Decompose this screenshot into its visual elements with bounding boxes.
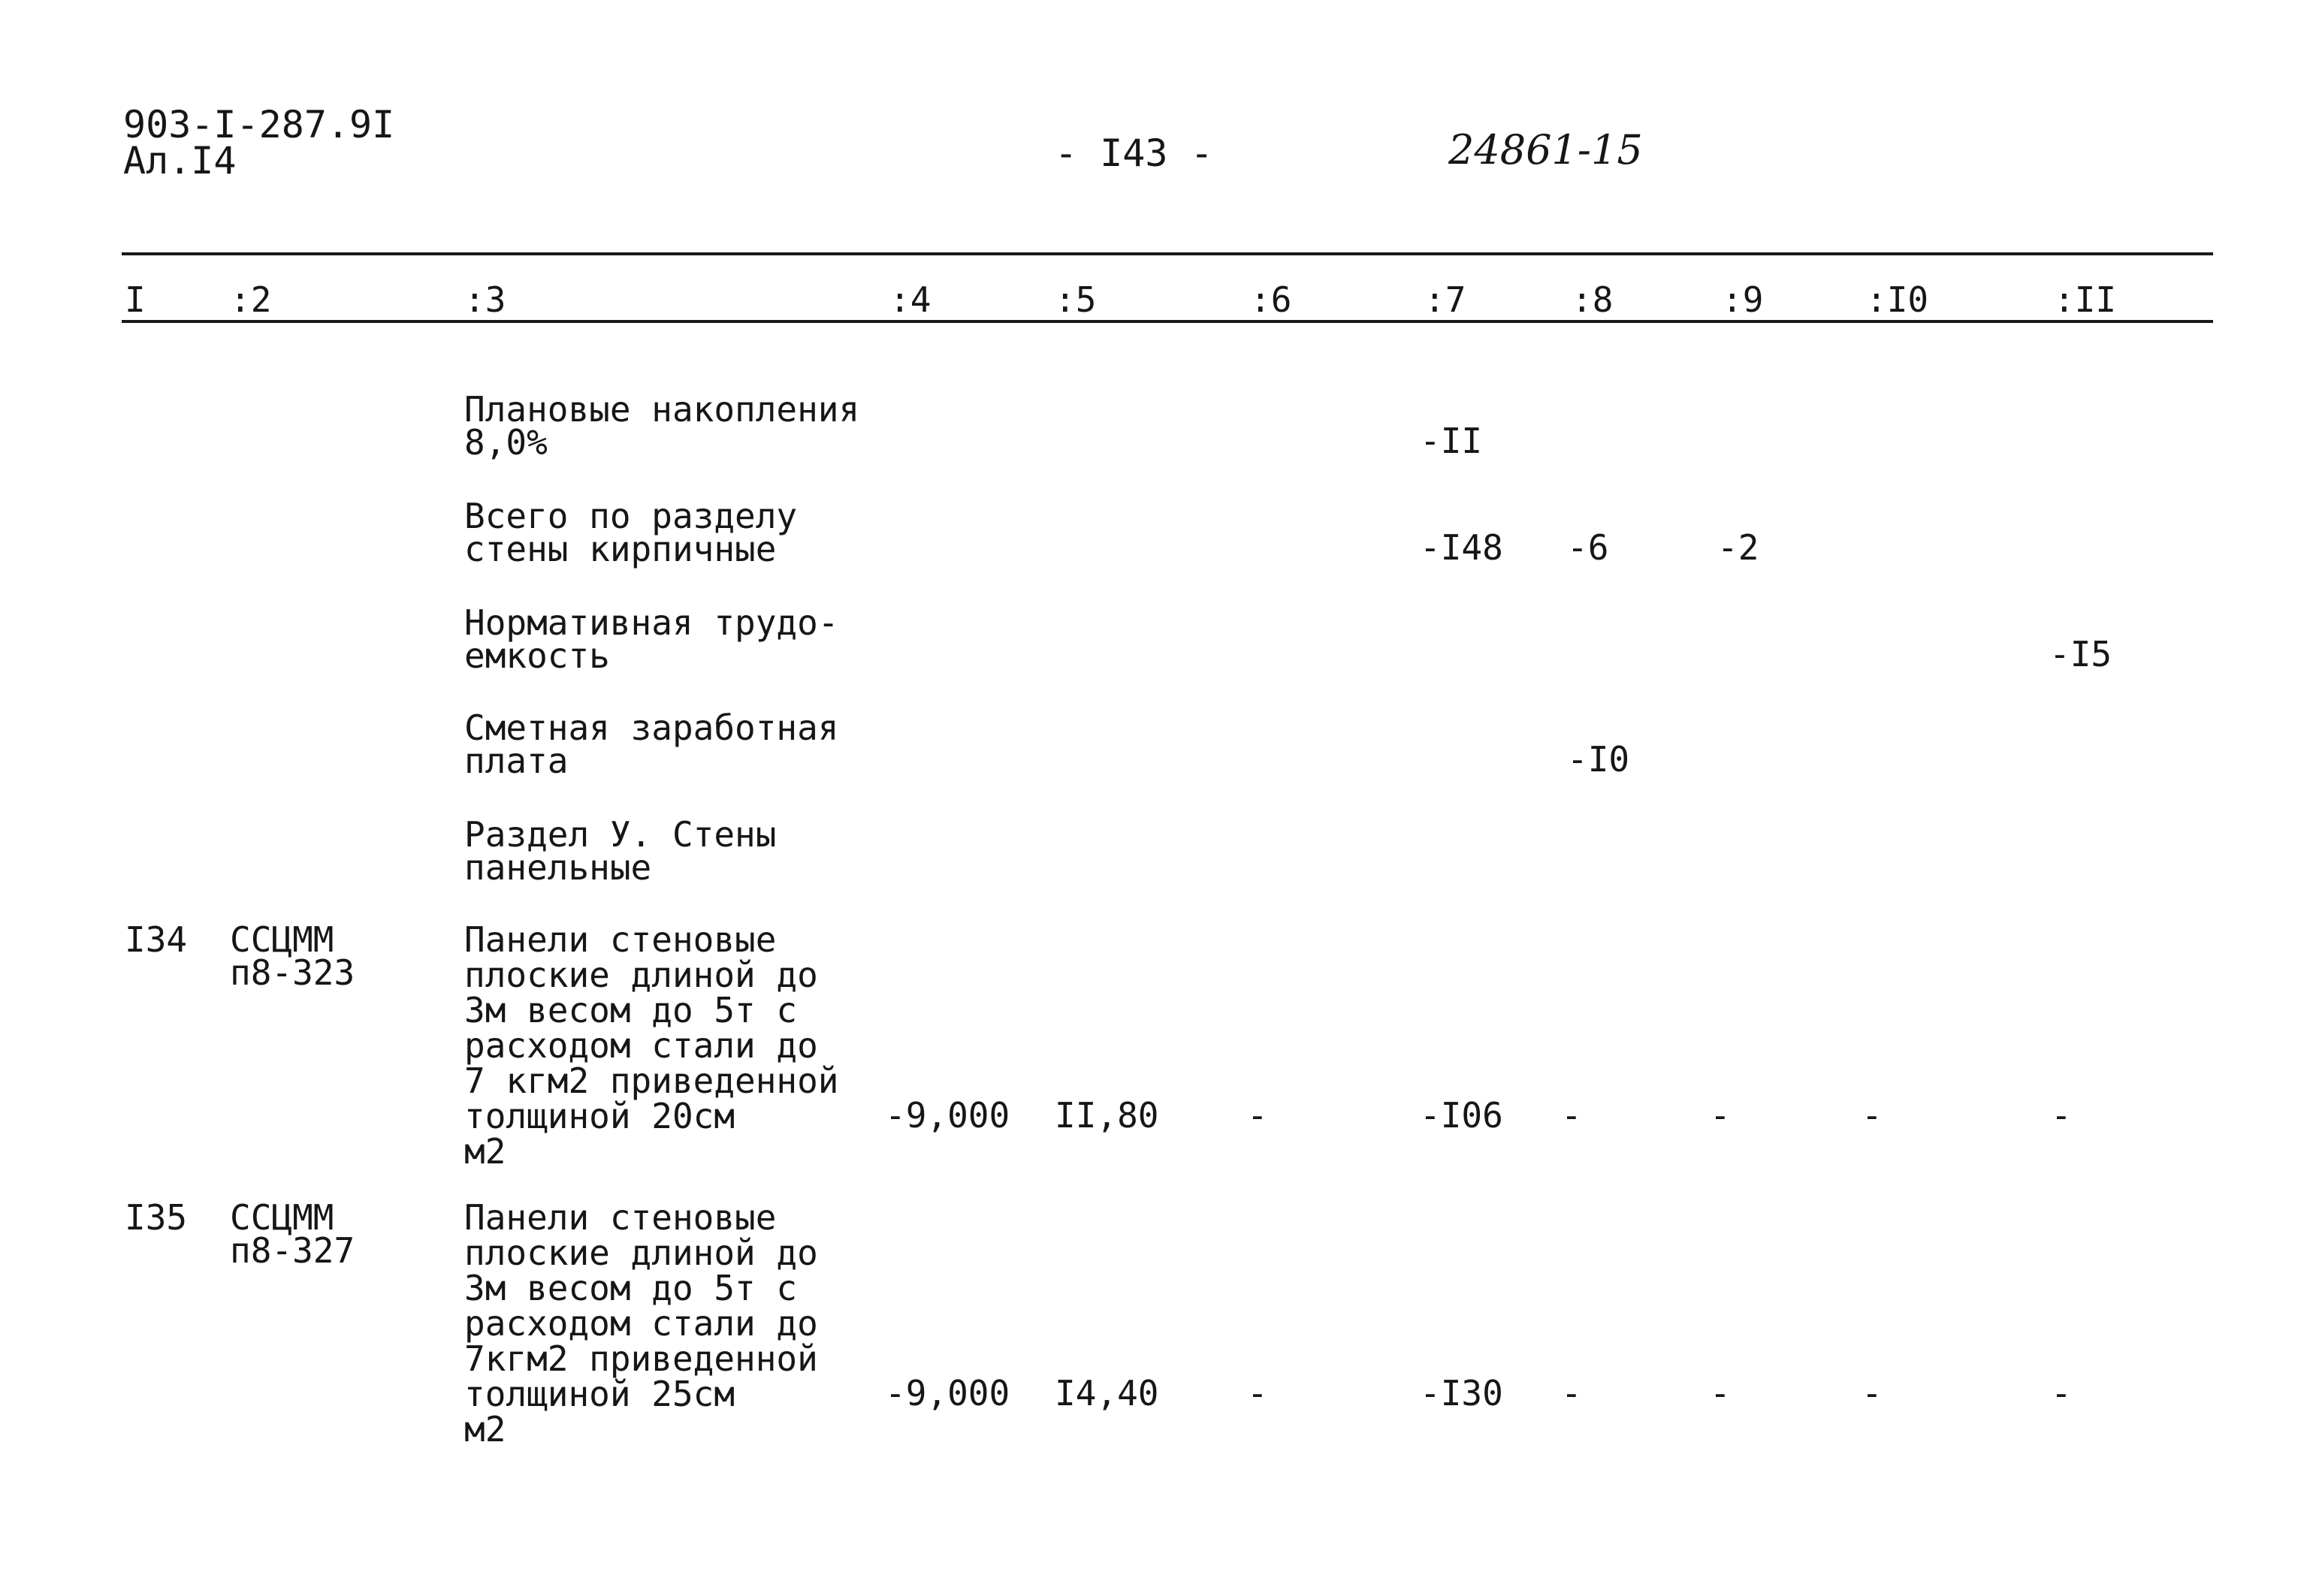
row-description-line: плоские длиной до [464, 1232, 818, 1273]
row-description-line: Нормативная трудо- [464, 602, 839, 643]
document-code: 903-I-287.9I [123, 103, 395, 146]
column-header-9: :9 [1722, 279, 1764, 320]
cell-col8: -I0 [1567, 739, 1630, 780]
row-unit: м2 [464, 1409, 506, 1450]
cell-col9: -2 [1717, 527, 1759, 568]
column-header-7: :7 [1424, 279, 1466, 320]
cell-col8: - [1561, 1373, 1582, 1413]
section-heading-line: панельные [464, 847, 652, 888]
row-number: I35 [125, 1197, 188, 1238]
row-description-line: 3м весом до 5т с [464, 1268, 798, 1308]
cell-col10: - [1862, 1373, 1883, 1413]
section-heading-line: Раздел У. Стены [464, 814, 777, 855]
column-header-4: :4 [889, 279, 932, 320]
cell-col10: - [1862, 1095, 1883, 1136]
column-header-2: :2 [230, 279, 272, 320]
cell-col7: -I06 [1420, 1095, 1503, 1136]
row-description-line: толщиной 25см [464, 1374, 735, 1414]
row-description-line: Сметная заработная [464, 707, 839, 748]
cell-col5: II,80 [1055, 1095, 1159, 1136]
row-description-line: расходом стали до [464, 1025, 818, 1066]
row-code-line: ССЦММ [230, 1197, 334, 1238]
row-description-line: толщиной 20см [464, 1096, 735, 1136]
column-header-1: I [125, 279, 146, 320]
row-number: I34 [125, 919, 188, 960]
cell-col6: - [1247, 1095, 1268, 1136]
row-description-line: стены кирпичные [464, 529, 777, 569]
row-description-line: 8,0% [464, 422, 548, 463]
cell-col8: -6 [1567, 527, 1609, 568]
header-bottom-rule [122, 320, 2213, 323]
cell-col9: - [1710, 1095, 1731, 1136]
cell-col7: -I30 [1420, 1373, 1503, 1413]
cell-col7: -II [1420, 421, 1483, 461]
inventory-number-handwritten: 24861-15 [1448, 126, 1643, 173]
cell-col11: - [2051, 1095, 2072, 1136]
column-header-5: :5 [1055, 279, 1097, 320]
column-header-11: :II [2054, 279, 2117, 320]
cell-col8: - [1561, 1095, 1582, 1136]
cell-col4: -9,000 [885, 1095, 1010, 1136]
row-unit: м2 [464, 1131, 506, 1172]
cell-col9: - [1710, 1373, 1731, 1413]
cell-col6: - [1247, 1373, 1268, 1413]
row-description-line: Панели стеновые [464, 1197, 777, 1238]
cell-col7: -I48 [1420, 527, 1503, 568]
row-description-line: 3м весом до 5т с [464, 990, 798, 1030]
row-description-line: плата [464, 741, 569, 781]
row-code-line: ССЦММ [230, 919, 334, 960]
album-number: Ал.I4 [123, 139, 237, 183]
row-code-line: п8-323 [230, 952, 355, 993]
row-description-line: емкость [464, 635, 610, 676]
cell-col11: -I5 [2049, 634, 2112, 674]
row-description-line: расходом стали до [464, 1303, 818, 1344]
row-description-line: Панели стеновые [464, 919, 777, 960]
cell-col4: -9,000 [885, 1373, 1010, 1413]
row-description-line: 7 кгм2 приведенной [464, 1060, 839, 1101]
row-description-line: 7кгм2 приведенной [464, 1338, 818, 1379]
column-header-8: :8 [1572, 279, 1614, 320]
page-number: - I43 - [1055, 131, 1213, 175]
row-description-line: Плановые накопления [464, 389, 860, 430]
cell-col5: I4,40 [1055, 1373, 1159, 1413]
column-header-3: :3 [464, 279, 506, 320]
row-description-line: плоские длиной до [464, 955, 818, 995]
top-rule [122, 252, 2213, 255]
cell-col11: - [2051, 1373, 2072, 1413]
row-description-line: Всего по разделу [464, 496, 798, 536]
column-header-10: :I0 [1866, 279, 1929, 320]
row-code-line: п8-327 [230, 1230, 355, 1271]
column-header-6: :6 [1250, 279, 1292, 320]
